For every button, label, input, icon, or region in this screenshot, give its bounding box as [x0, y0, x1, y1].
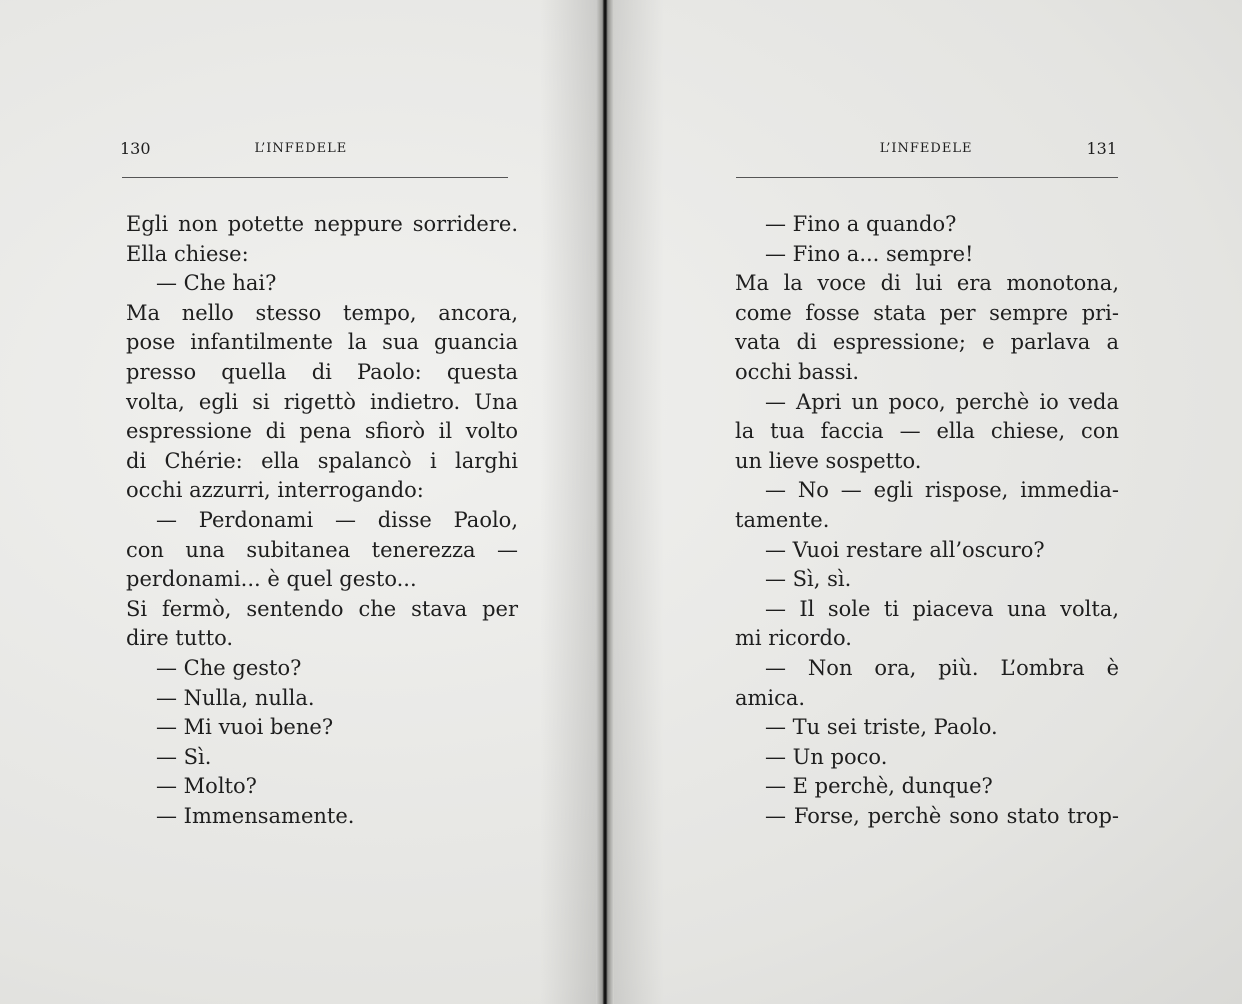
text-line: occhi bassi. [735, 359, 859, 384]
text-line: pose infantilmente la sua guancia [126, 330, 518, 355]
right-header-rule [736, 177, 1118, 178]
left-page-text [126, 210, 518, 831]
text-line: — Un poco. [765, 744, 888, 769]
text-line: — E perchè, dunque? [765, 774, 993, 799]
gutter-shadow-left [540, 0, 596, 1004]
text-line: Ma nello stesso tempo, ancora, [126, 300, 518, 325]
right-page-text [735, 210, 1119, 831]
text-line: vata di espressione; e parlava a [735, 330, 1119, 355]
text-line: un lieve sospetto. [735, 448, 922, 473]
text-line: — Molto? [156, 774, 257, 799]
text-line: — Fino a quando? [765, 212, 957, 236]
text-line: di Chérie: ella spalancò i larghi [126, 448, 518, 473]
text-line: — Che gesto? [156, 655, 302, 680]
text-line: espressione di pena sfiorò il volto [126, 419, 518, 444]
text-line: volta, egli si rigettò indietro. Una [126, 389, 518, 414]
left-page-number: 130 [120, 138, 151, 158]
right-running-title: L’INFEDELE [879, 140, 973, 156]
right-page-number: 131 [1086, 138, 1117, 158]
text-line: — Sì, sì. [765, 567, 852, 592]
text-line: con una subitanea tenerezza — [126, 537, 518, 562]
text-line: — Fino a... sempre! [765, 241, 974, 266]
text-line: perdonami... è quel gesto... [126, 567, 417, 592]
text-line: tamente. [735, 507, 830, 532]
text-line: — Vuoi restare all’oscuro? [765, 537, 1045, 562]
text-line: Ella chiese: [126, 241, 249, 266]
text-line: Si fermò, sentendo che stava per [126, 596, 518, 621]
text-line: — Immensamente. [156, 803, 355, 828]
right-page [612, 0, 1242, 1004]
left-page [0, 0, 598, 1004]
text-line: Ma la voce di lui era monotona, [735, 271, 1119, 296]
text-line: — Che hai? [156, 271, 277, 296]
left-page-header [120, 136, 508, 160]
text-line: — Forse, perchè sono stato trop- [765, 803, 1119, 828]
text-line: — Il sole ti piaceva una volta, [765, 596, 1119, 621]
left-running-title: L’INFEDELE [254, 140, 348, 156]
text-line: come fosse stata per sempre pri- [735, 300, 1119, 325]
text-line: amica. [735, 685, 806, 710]
right-page-header [737, 136, 1117, 160]
text-line: — Non ora, più. L’ombra è [765, 655, 1119, 680]
text-line: — No — egli rispose, immedia- [765, 478, 1119, 503]
text-line: dire tutto. [126, 626, 234, 651]
text-line: occhi azzurri, interrogando: [126, 478, 424, 503]
text-line: — Nulla, nulla. [156, 685, 315, 710]
text-line: — Perdonami — disse Paolo, [156, 507, 518, 532]
text-line: — Tu sei triste, Paolo. [765, 715, 998, 740]
text-line: presso quella di Paolo: questa [126, 359, 518, 384]
text-line: — Apri un poco, perchè io veda [765, 389, 1119, 414]
text-line: — Mi vuoi bene? [156, 715, 334, 740]
left-header-rule [122, 177, 508, 178]
text-line: mi ricordo. [735, 626, 852, 651]
text-line: la tua faccia — ella chiese, con [735, 419, 1119, 444]
text-line: — Sì. [156, 744, 212, 769]
text-line: Egli non potette neppure sorridere. [126, 212, 518, 236]
